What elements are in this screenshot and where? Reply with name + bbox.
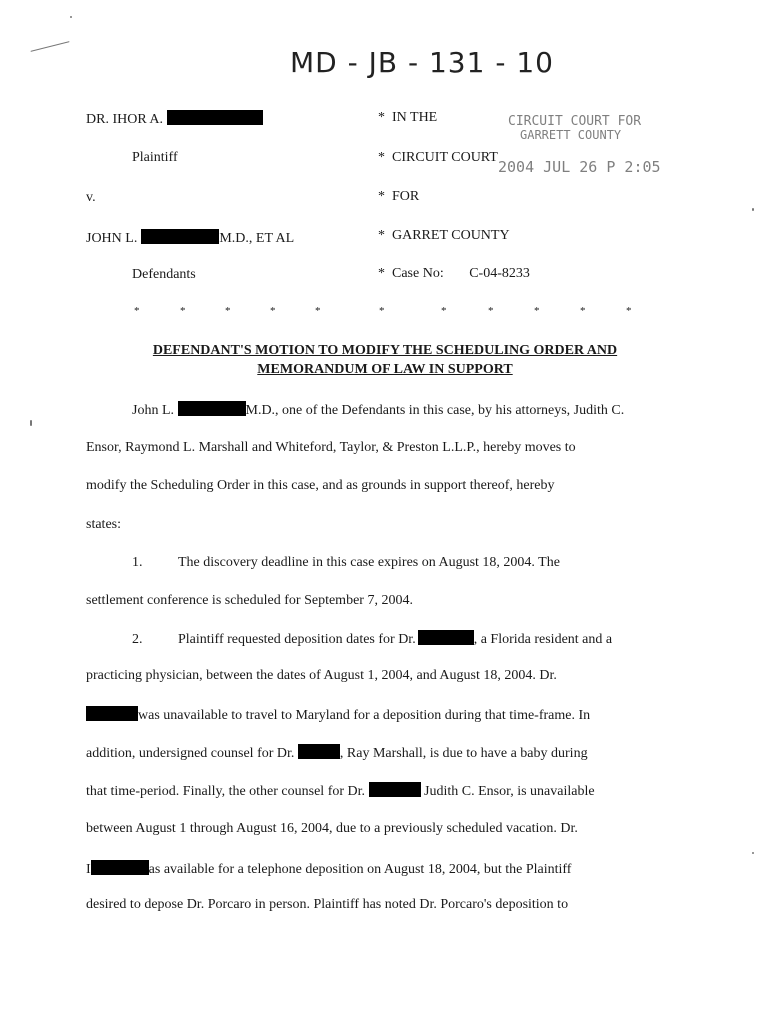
separator-star: * — [441, 305, 447, 317]
redaction-box — [178, 401, 246, 416]
paragraph-2-number: 2. — [132, 632, 143, 647]
filing-stamp-line1: CIRCUIT COURT FOR — [508, 114, 642, 129]
paragraph-2-line-2: practicing physician, between the dates of August 1, 2004, and August 18, 2004. Dr. — [86, 668, 557, 683]
scan-speck — [70, 16, 72, 18]
separator-star: * — [270, 305, 276, 317]
paragraph-1-number: 1. — [132, 555, 143, 570]
handwritten-case-id: MD - JB - 131 - 10 — [290, 46, 554, 79]
scan-speck — [30, 41, 69, 52]
paragraph-2-line-5: that time-period. Finally, the other counsel for Dr. Judith C. Ensor, is unavailable — [86, 784, 595, 799]
court-line-4: * GARRET COUNTY — [378, 228, 510, 243]
paragraph-1-line-1: 1. The discovery deadline in this case expires on August 18, 2004. The — [132, 555, 560, 570]
court-line-3: * FOR — [378, 189, 420, 204]
intro-line-1: John L. M.D., one of the Defendants in this case, by his attorneys, Judith C. — [132, 403, 625, 418]
separator-star: * — [580, 305, 586, 317]
paragraph-2-line-4: addition, undersigned counsel for Dr. , Ray Marshall, is due to have a baby during — [86, 746, 588, 761]
separator-star: * — [534, 305, 540, 317]
paragraph-2-line-3: was unavailable to travel to Maryland for a deposition during that time-frame. In — [86, 706, 666, 724]
redaction-box — [298, 744, 340, 759]
document-title-line1: DEFENDANT'S MOTION TO MODIFY THE SCHEDULING ORDER AND — [152, 343, 618, 358]
paragraph-2-line-8: desired to depose Dr. Porcaro in person. Plaintiff has noted Dr. Porcaro's deposition to — [86, 897, 569, 912]
paragraph-2-line-1: 2. Plaintiff requested deposition dates for Dr. , a Florida resident and a — [132, 632, 613, 647]
case-number-line: * Case No: C-04-8233 — [378, 266, 530, 281]
separator-star: * — [379, 305, 385, 317]
separator-star: * — [134, 305, 140, 317]
separator-star: * — [626, 305, 632, 317]
intro-line-3: modify the Scheduling Order in this case, and as grounds in support thereof, hereby — [86, 478, 555, 493]
intro-line-4: states: — [86, 517, 121, 532]
scan-speck — [752, 208, 754, 211]
court-line-1: * IN THE — [378, 110, 438, 125]
paragraph-2-line-6: between August 1 through August 16, 2004, due to a previously scheduled vacation. Dr. — [86, 821, 578, 836]
filing-stamp-line2: GARRETT COUNTY — [520, 128, 622, 142]
redaction-box — [91, 860, 149, 875]
scan-speck — [30, 420, 32, 426]
redaction-box — [141, 229, 219, 244]
intro-line-2: Ensor, Raymond L. Marshall and Whiteford, Taylor, & Preston L.L.P., hereby moves to — [86, 440, 576, 455]
redaction-box — [418, 630, 474, 645]
separator-star: * — [180, 305, 186, 317]
document-title-line2: MEMORANDUM OF LAW IN SUPPORT — [257, 362, 513, 377]
versus-label: v. — [86, 190, 96, 205]
filing-stamp-line3: 2004 JUL 26 P 2:05 — [498, 158, 661, 176]
separator-star: * — [225, 305, 231, 317]
plaintiff-name: DR. IHOR A. — [86, 110, 263, 128]
paragraph-2-line-7: I as available for a telephone deposition on August 18, 2004, but the Plaintiff — [86, 862, 572, 877]
separator-star: * — [488, 305, 494, 317]
plaintiff-label: Plaintiff — [132, 150, 178, 165]
redaction-box — [86, 706, 138, 721]
case-number: C-04-8233 — [469, 266, 530, 281]
redaction-box — [369, 782, 421, 797]
paragraph-1-line-2: settlement conference is scheduled for September 7, 2004. — [86, 593, 413, 608]
separator-star: * — [315, 305, 321, 317]
court-line-2: * CIRCUIT COURT — [378, 150, 498, 165]
defendant-label: Defendants — [132, 267, 196, 282]
scan-speck — [752, 852, 754, 854]
redaction-box — [167, 110, 263, 125]
defendant-name: JOHN L. M.D., ET AL — [86, 231, 295, 246]
